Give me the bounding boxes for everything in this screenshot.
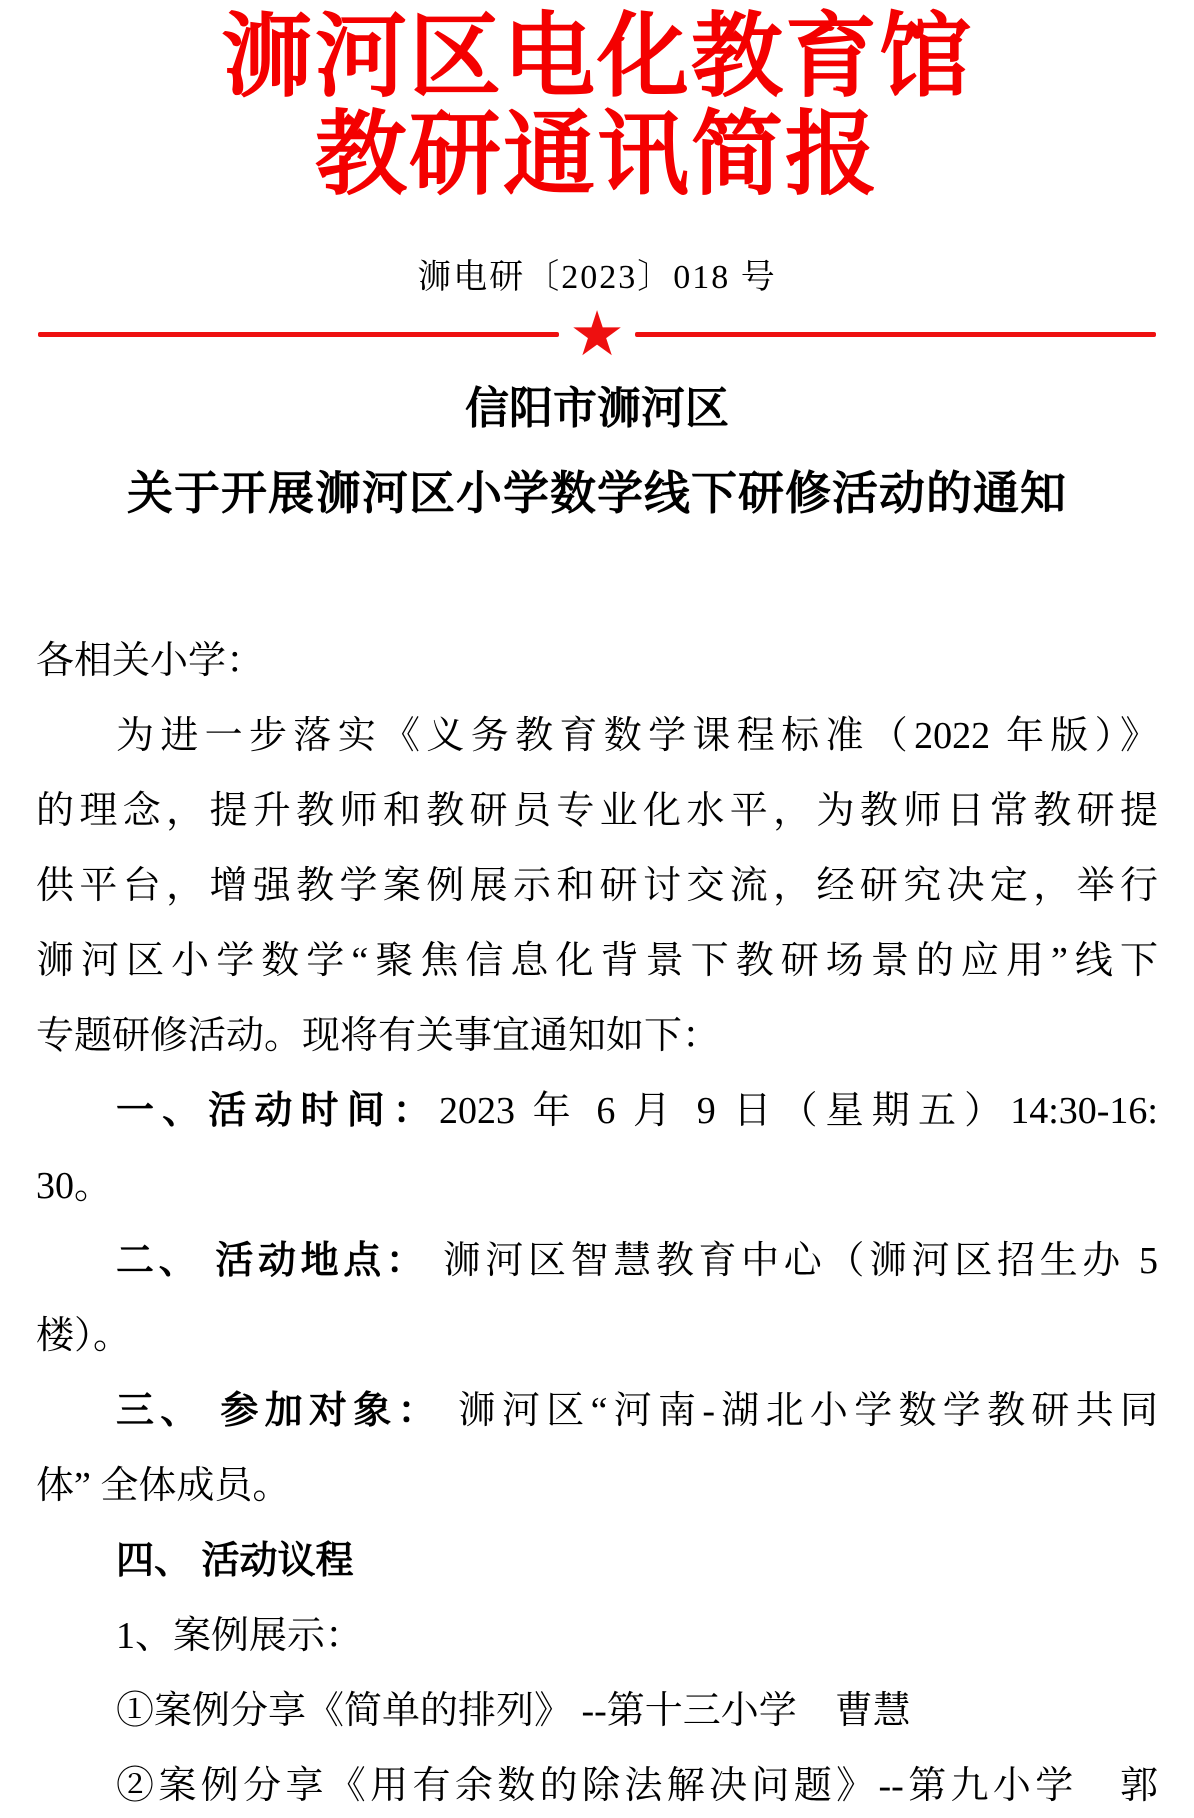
red-rule-right-segment (635, 332, 1156, 337)
body-line (36, 699, 1158, 774)
body-run: 浉河区“河南-湖北小学数学教研共同 (441, 1390, 1158, 1432)
body-run: 1、案例展示： (116, 1615, 364, 1657)
body-run-bold: 一、活动时间： (116, 1090, 439, 1132)
body-line (36, 924, 1158, 999)
notice-title-heading: 关于开展浉河区小学数学线下研修活动的通知 (127, 468, 1067, 519)
body-line (36, 849, 1158, 924)
body-line (36, 1299, 1158, 1374)
body-run: 的理念，提升教师和教研员专业化水平，为教师日常教研提 (36, 790, 1158, 832)
body-line (36, 1074, 1158, 1149)
red-rule-left-segment (38, 332, 559, 337)
body-run: 供平台，增强教学案例展示和研讨交流，经研究决定，举行 (36, 865, 1158, 907)
masthead-title-line1: 浉河区电化教育馆 (220, 6, 973, 108)
body-run: 2023 年 6 月 9 日（星期五）14:30-16: (438, 1090, 1158, 1132)
red-divider-rule (0, 297, 1194, 370)
body-run: 浉河区智慧教育中心（浉河区招生办 5 (428, 1240, 1158, 1282)
body-run-bold: 二、 活动地点： (116, 1240, 429, 1282)
body-run: 专题研修活动。现将有关事宜通知如下： (36, 1015, 721, 1057)
body-run: 楼）。 (36, 1315, 132, 1357)
body-run: 体” 全体成员。 (36, 1465, 291, 1507)
body-line (36, 1149, 1158, 1224)
body-run-bold: 三、 参加对象： (116, 1390, 442, 1432)
body-line (36, 999, 1158, 1074)
region-heading: 信阳市浉河区 (465, 384, 729, 433)
masthead-title-line2: 教研通讯简报 (314, 104, 879, 206)
star-icon: ★ (569, 297, 625, 370)
body-run: ①案例分享《简单的排列》 --第十三小学 曹慧 (116, 1690, 911, 1732)
body-line (36, 1524, 1158, 1599)
body-run: 为进一步落实《义务教育数学课程标准（2022 年版）》 (116, 715, 1158, 757)
body-run-bold: 四、 活动议程 (116, 1540, 354, 1582)
masthead-title (0, 0, 1194, 204)
body-line (36, 1674, 1158, 1749)
body-line (36, 1374, 1158, 1449)
body-line (36, 624, 1158, 699)
body-line (36, 1599, 1158, 1674)
body-line (36, 1449, 1158, 1524)
body-run: 各相关小学： (36, 640, 265, 682)
body-run: ②案例分享《用有余数的除法解决问题》--第九小学 郭 (116, 1765, 1158, 1807)
body-line (36, 774, 1158, 849)
body-run: 浉河区小学数学“聚焦信息化背景下教研场景的应用”线下 (36, 940, 1158, 982)
body-run: 30。 (36, 1165, 113, 1207)
document-body (0, 624, 1194, 1818)
body-line (36, 1749, 1158, 1818)
doc-number: 浉电研〔2023〕018 号 (417, 259, 777, 296)
body-line (36, 1224, 1158, 1299)
